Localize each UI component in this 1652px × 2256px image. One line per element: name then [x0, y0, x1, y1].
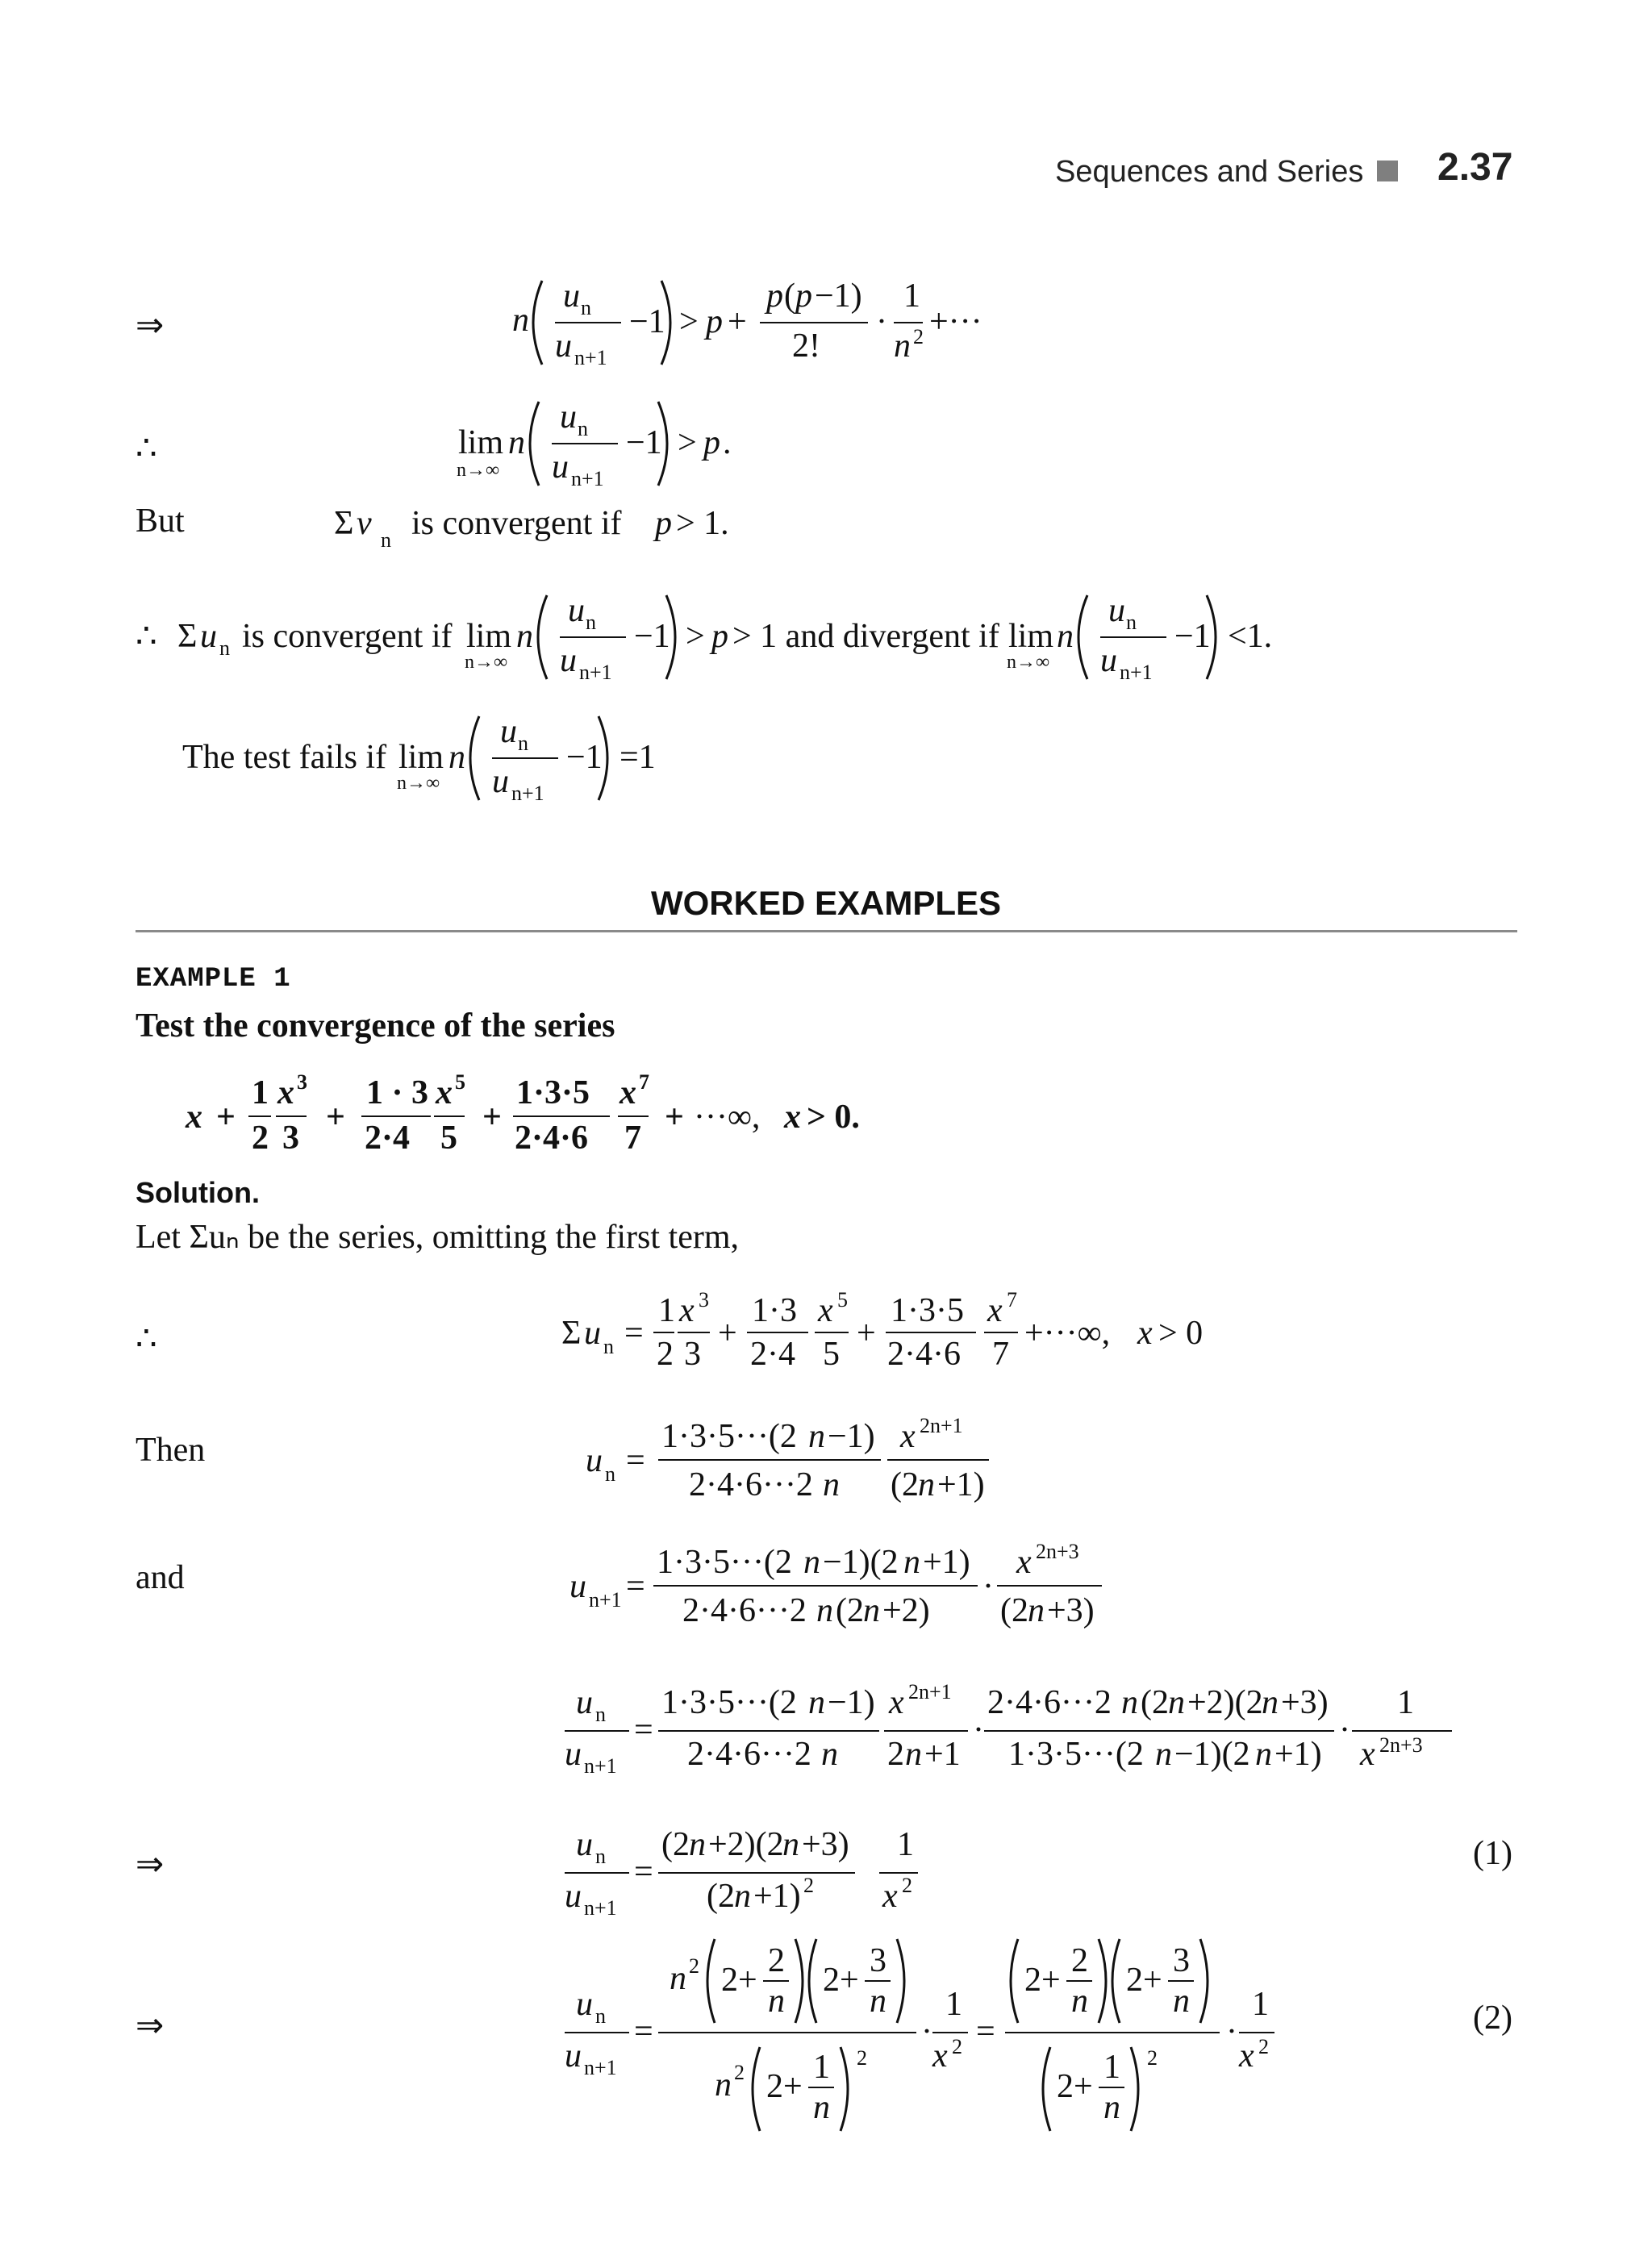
svg-text:5: 5 — [837, 1288, 848, 1311]
svg-text:x: x — [987, 1292, 1003, 1329]
svg-text:n: n — [813, 2089, 830, 2126]
svg-text:2·4·6···2: 2·4·6···2 — [682, 1592, 807, 1629]
equation-number-1: (1) — [1473, 1835, 1512, 1872]
svg-text:1: 1 — [1397, 1684, 1414, 1721]
svg-text:2·4·6···2: 2·4·6···2 — [689, 1466, 813, 1503]
svg-text:u: u — [569, 1568, 586, 1605]
svg-text:u: u — [492, 763, 509, 800]
svg-text:u: u — [200, 618, 217, 655]
svg-text:−1)(2: −1)(2 — [1174, 1736, 1250, 1773]
svg-text:p: p — [703, 424, 720, 461]
svg-text:3: 3 — [1173, 1942, 1190, 1979]
svg-text:n→∞: n→∞ — [397, 773, 440, 794]
svg-text:1·3·5···(2: 1·3·5···(2 — [661, 1684, 797, 1721]
equation-1 — [557, 1815, 976, 1928]
svg-text:−1)(2: −1)(2 — [823, 1544, 899, 1581]
problem-statement: Test the convergence of the series — [136, 1007, 615, 1045]
svg-text:> 1 and divergent if: > 1 and divergent if — [732, 618, 999, 655]
svg-text:−1): −1) — [815, 277, 862, 315]
svg-text:> 0: > 0 — [1158, 1315, 1204, 1352]
svg-text:−1): −1) — [828, 1684, 875, 1721]
svg-text:x: x — [882, 1878, 898, 1915]
svg-text:x: x — [1137, 1315, 1153, 1352]
svg-text:+: + — [718, 1315, 737, 1352]
svg-text:=: = — [626, 1442, 645, 1479]
svg-text:u: u — [584, 1315, 601, 1352]
svg-text:7: 7 — [624, 1120, 641, 1157]
svg-text:1·3·5···(2: 1·3·5···(2 — [1008, 1736, 1144, 1773]
svg-text:(2: (2 — [836, 1592, 864, 1629]
svg-text:1·3·5···(2: 1·3·5···(2 — [661, 1418, 797, 1455]
svg-text:1: 1 — [252, 1074, 269, 1111]
svg-text:·: · — [1226, 2013, 1237, 2050]
svg-text:p: p — [655, 505, 672, 542]
svg-text:2: 2 — [734, 2061, 745, 2084]
svg-text:u: u — [576, 1986, 593, 2023]
svg-text:Σ: Σ — [177, 618, 198, 655]
svg-text:n: n — [381, 528, 391, 552]
svg-text:lim: lim — [458, 424, 504, 461]
svg-text:n: n — [1126, 611, 1137, 634]
svg-text:2: 2 — [689, 1954, 699, 1978]
svg-text:=: = — [634, 1854, 653, 1891]
svg-text:is convergent if: is convergent if — [242, 618, 453, 655]
header-square-icon — [1377, 161, 1398, 181]
svg-text:v: v — [357, 505, 372, 542]
svg-text:+2)(2: +2)(2 — [708, 1826, 784, 1863]
svg-text:2n+3: 2n+3 — [1379, 1733, 1423, 1757]
svg-text:n: n — [518, 732, 528, 755]
svg-text:n: n — [512, 302, 529, 339]
svg-text:n+1: n+1 — [589, 1588, 622, 1612]
svg-text:·: · — [973, 1712, 984, 1749]
svg-text:n: n — [863, 1592, 880, 1629]
svg-text:n: n — [816, 1592, 833, 1629]
therefore-symbol: ∴ — [136, 430, 157, 467]
svg-text:x: x — [932, 2037, 948, 2075]
svg-text:u: u — [565, 1878, 582, 1915]
svg-text:x: x — [679, 1292, 695, 1329]
conclusion-equation — [129, 581, 1291, 694]
equation-line-2 — [452, 387, 791, 500]
svg-text:2: 2 — [803, 1874, 814, 1897]
svg-text:2: 2 — [902, 1874, 912, 1897]
svg-text:n→∞: n→∞ — [457, 460, 500, 481]
page-number: 2.37 — [1437, 146, 1513, 189]
svg-text:n: n — [808, 1684, 825, 1721]
svg-text:2·4·6: 2·4·6 — [887, 1336, 961, 1373]
svg-text:+···: +··· — [929, 303, 982, 340]
test-fails-equation — [177, 702, 694, 815]
worked-examples-heading: WORKED EXAMPLES — [650, 884, 1002, 922]
svg-text:3: 3 — [870, 1942, 886, 1979]
svg-text:+1): +1) — [1274, 1736, 1322, 1773]
svg-text:2: 2 — [913, 325, 924, 348]
svg-text:+3): +3) — [1281, 1684, 1329, 1721]
svg-text:+3): +3) — [1047, 1592, 1095, 1629]
ratio-equation — [557, 1673, 1468, 1786]
svg-text:+1): +1) — [923, 1544, 970, 1581]
svg-text:x: x — [186, 1099, 202, 1136]
svg-text:x: x — [1239, 2037, 1254, 2075]
svg-text:>: > — [678, 424, 697, 461]
svg-text:n+1: n+1 — [1120, 661, 1153, 684]
svg-text:n: n — [808, 1418, 825, 1455]
running-header-title: Sequences and Series — [1055, 155, 1364, 189]
svg-text:n: n — [595, 1845, 606, 1868]
svg-text:1·3·5: 1·3·5 — [516, 1074, 590, 1111]
svg-text:n: n — [918, 1466, 935, 1503]
svg-text:2·4·6···2: 2·4·6···2 — [987, 1684, 1112, 1721]
svg-text:3: 3 — [684, 1336, 701, 1373]
svg-text:=: = — [634, 2013, 653, 2050]
svg-text:n+1: n+1 — [584, 1896, 617, 1920]
equation-number-2: (2) — [1473, 2000, 1512, 2037]
svg-text:n: n — [1071, 1983, 1088, 2020]
svg-text:n: n — [1173, 1983, 1190, 2020]
svg-text:n: n — [903, 1544, 920, 1581]
svg-text:<1.: <1. — [1228, 618, 1273, 655]
svg-text:1·3·5···(2: 1·3·5···(2 — [657, 1544, 792, 1581]
svg-text:n: n — [603, 1335, 614, 1358]
svg-text:5: 5 — [440, 1120, 457, 1157]
svg-text:> 0.: > 0. — [807, 1099, 860, 1136]
svg-text:x: x — [620, 1074, 636, 1111]
svg-text:2n+3: 2n+3 — [1036, 1540, 1079, 1563]
svg-text:(2: (2 — [1141, 1684, 1169, 1721]
svg-text:x: x — [889, 1684, 904, 1721]
svg-text:n: n — [782, 1826, 799, 1863]
svg-text:n: n — [894, 327, 911, 365]
svg-text:p: p — [706, 303, 723, 340]
svg-text:n→∞: n→∞ — [465, 652, 508, 673]
svg-text:>: > — [679, 303, 699, 340]
svg-text:·: · — [921, 2013, 932, 2050]
svg-text:n: n — [1155, 1736, 1172, 1773]
svg-text:2: 2 — [1071, 1942, 1088, 1979]
svg-text:(2: (2 — [891, 1466, 919, 1503]
svg-text:+: + — [326, 1099, 345, 1136]
svg-text:=1: =1 — [620, 739, 656, 776]
svg-text:+: + — [728, 303, 747, 340]
svg-text:∴: ∴ — [136, 618, 157, 655]
svg-text:n: n — [1262, 1684, 1279, 1721]
implies-symbol-3: ⇒ — [136, 2008, 165, 2045]
svg-text:1·3·5: 1·3·5 — [891, 1292, 964, 1329]
svg-text:=: = — [634, 1712, 653, 1749]
svg-text:u: u — [576, 1826, 593, 1863]
svg-text:=: = — [976, 2013, 995, 2050]
svg-text:+2)(2: +2)(2 — [1187, 1684, 1263, 1721]
svg-text:1: 1 — [903, 277, 920, 315]
svg-text:The test fails if: The test fails if — [182, 739, 387, 776]
svg-text:−1: −1 — [626, 424, 662, 461]
svg-text:u: u — [568, 592, 585, 629]
svg-text:2: 2 — [657, 1336, 674, 1373]
svg-text:n: n — [516, 618, 533, 655]
svg-text:(2: (2 — [707, 1878, 735, 1915]
svg-text:1: 1 — [813, 2049, 830, 2086]
svg-text:+: + — [482, 1099, 502, 1136]
svg-text:n+1: n+1 — [584, 2056, 617, 2079]
svg-text:+1): +1) — [753, 1878, 801, 1915]
svg-text:2: 2 — [252, 1120, 269, 1157]
svg-text:2+: 2+ — [1057, 2068, 1093, 2105]
svg-text:n: n — [689, 1826, 706, 1863]
svg-text:−1: −1 — [629, 303, 665, 340]
un1-equation — [565, 1537, 1129, 1642]
svg-text:n+1: n+1 — [571, 467, 604, 490]
svg-text:3: 3 — [297, 1070, 307, 1094]
svg-text:p: p — [795, 277, 812, 315]
svg-text:x: x — [1360, 1736, 1375, 1773]
svg-text:1 · 3: 1 · 3 — [366, 1074, 429, 1111]
svg-text:·: · — [982, 1568, 994, 1605]
svg-text:2+: 2+ — [721, 1962, 757, 1999]
therefore-symbol-2: ∴ — [136, 1320, 157, 1357]
svg-text:7: 7 — [1007, 1288, 1017, 1311]
but-statement — [331, 500, 750, 557]
solution-label: Solution. — [136, 1176, 260, 1209]
svg-text:u: u — [586, 1442, 603, 1479]
svg-text:x: x — [818, 1292, 833, 1329]
svg-text:2+: 2+ — [823, 1962, 859, 1999]
svg-text:2·4: 2·4 — [365, 1120, 411, 1157]
svg-text:.: . — [723, 424, 732, 461]
equation-line-1 — [500, 266, 1000, 379]
svg-text:−1: −1 — [634, 618, 670, 655]
svg-text:+···∞,: +···∞, — [1024, 1315, 1111, 1352]
svg-text:1: 1 — [945, 1986, 962, 2023]
svg-text:−1: −1 — [1174, 618, 1211, 655]
svg-text:(: ( — [784, 277, 795, 315]
svg-text:2: 2 — [768, 1942, 785, 1979]
un-equation — [581, 1412, 1000, 1516]
svg-text:2n+1: 2n+1 — [908, 1680, 952, 1703]
svg-text:p: p — [711, 618, 728, 655]
svg-text:n: n — [1057, 618, 1074, 655]
svg-text:2·4·6: 2·4·6 — [515, 1120, 589, 1157]
svg-text:7: 7 — [992, 1336, 1009, 1373]
svg-text:n: n — [508, 424, 525, 461]
svg-text:3: 3 — [282, 1120, 299, 1157]
svg-text:2+: 2+ — [1024, 1962, 1061, 1999]
svg-text:5: 5 — [823, 1336, 840, 1373]
svg-text:+: + — [216, 1099, 236, 1136]
svg-text:n: n — [605, 1462, 615, 1486]
svg-text:n: n — [581, 296, 591, 319]
svg-text:2n+1: 2n+1 — [920, 1414, 963, 1437]
svg-text:+1: +1 — [924, 1736, 961, 1773]
svg-text:n: n — [870, 1983, 886, 2020]
svg-text:=: = — [624, 1315, 644, 1352]
svg-text:u: u — [560, 642, 577, 679]
svg-text:1: 1 — [1252, 1986, 1269, 2023]
svg-text:n: n — [768, 1983, 785, 2020]
svg-text:is convergent if: is convergent if — [411, 505, 622, 542]
solution-intro: Let Σuₙ be the series, omitting the first term, — [136, 1219, 740, 1256]
svg-text:1: 1 — [897, 1826, 914, 1863]
svg-text:n: n — [448, 739, 465, 776]
svg-text:> 1.: > 1. — [676, 505, 729, 542]
svg-text:lim: lim — [466, 618, 512, 655]
svg-text:−1: −1 — [566, 739, 603, 776]
svg-text:n: n — [905, 1736, 922, 1773]
svg-text:u: u — [560, 398, 577, 436]
svg-text:+3): +3) — [802, 1826, 849, 1863]
svg-text:lim: lim — [1008, 618, 1054, 655]
svg-text:n: n — [595, 1703, 606, 1726]
but-label: But — [136, 502, 185, 540]
svg-text:u: u — [1108, 592, 1125, 629]
svg-text:>: > — [686, 618, 705, 655]
svg-text:u: u — [555, 327, 572, 365]
svg-text:7: 7 — [639, 1070, 649, 1094]
svg-text:n→∞: n→∞ — [1007, 652, 1050, 673]
svg-text:n: n — [578, 417, 588, 440]
then-label: Then — [136, 1432, 206, 1469]
svg-text:n+1: n+1 — [511, 782, 544, 805]
series-un-equation — [557, 1287, 1234, 1384]
svg-text:n: n — [1103, 2089, 1120, 2126]
svg-text:n: n — [1255, 1736, 1272, 1773]
svg-text:=: = — [626, 1568, 645, 1605]
svg-text:n: n — [821, 1736, 838, 1773]
svg-text:u: u — [552, 448, 569, 486]
svg-text:x: x — [900, 1418, 916, 1455]
svg-text:2+: 2+ — [1126, 1962, 1162, 1999]
svg-text:n+1: n+1 — [579, 661, 612, 684]
equation-2 — [557, 1928, 1331, 2137]
svg-text:(2: (2 — [661, 1826, 690, 1863]
implies-symbol-2: ⇒ — [136, 1846, 165, 1883]
svg-text:lim: lim — [398, 739, 444, 776]
svg-text:1: 1 — [1103, 2049, 1120, 2086]
implies-symbol: ⇒ — [136, 307, 165, 344]
svg-text:u: u — [565, 1736, 582, 1773]
svg-text:−1): −1) — [828, 1418, 875, 1455]
svg-text:n: n — [219, 636, 230, 660]
svg-text:+1): +1) — [937, 1466, 985, 1503]
svg-text:u: u — [576, 1684, 593, 1721]
svg-text:n: n — [595, 2004, 606, 2028]
svg-text:n: n — [803, 1544, 820, 1581]
example-label: EXAMPLE 1 — [136, 964, 291, 995]
svg-text:u: u — [563, 277, 580, 315]
svg-text:u: u — [1100, 642, 1117, 679]
svg-text:2: 2 — [1258, 2035, 1269, 2058]
svg-text:n: n — [734, 1878, 751, 1915]
svg-text:+: + — [857, 1315, 876, 1352]
svg-text:n+1: n+1 — [584, 1754, 617, 1778]
svg-text:x: x — [1016, 1544, 1032, 1581]
svg-text:5: 5 — [455, 1070, 465, 1094]
svg-text:Σ: Σ — [561, 1315, 582, 1352]
svg-text:n: n — [1168, 1684, 1185, 1721]
svg-text:x: x — [277, 1074, 294, 1111]
svg-text:2: 2 — [887, 1736, 904, 1773]
svg-text:···∞,: ···∞, — [694, 1099, 761, 1136]
and-label: and — [136, 1559, 185, 1596]
svg-text:x: x — [784, 1099, 801, 1136]
svg-text:n: n — [1028, 1592, 1045, 1629]
svg-text:·: · — [876, 303, 887, 340]
svg-text:2!: 2! — [792, 327, 820, 365]
svg-text:n+1: n+1 — [574, 346, 607, 369]
svg-text:2: 2 — [1147, 2046, 1158, 2070]
svg-text:2: 2 — [857, 2046, 867, 2070]
svg-text:1: 1 — [658, 1292, 675, 1329]
svg-text:Σ: Σ — [334, 505, 354, 542]
svg-text:2+: 2+ — [766, 2068, 803, 2105]
svg-text:u: u — [500, 713, 517, 750]
svg-text:x: x — [436, 1074, 453, 1111]
svg-text:n: n — [715, 2066, 732, 2104]
svg-text:+: + — [665, 1099, 684, 1136]
svg-text:2·4: 2·4 — [750, 1336, 795, 1373]
svg-text:3: 3 — [699, 1288, 709, 1311]
svg-text:u: u — [565, 2037, 582, 2075]
svg-text:2: 2 — [952, 2035, 962, 2058]
svg-text:·: · — [1339, 1712, 1350, 1749]
svg-text:n: n — [1121, 1684, 1138, 1721]
svg-text:n: n — [670, 1960, 686, 1997]
svg-text:p: p — [766, 277, 783, 315]
heading-rule — [136, 930, 1517, 932]
svg-text:2·4·6···2: 2·4·6···2 — [687, 1736, 811, 1773]
svg-text:n: n — [823, 1466, 840, 1503]
svg-text:(2: (2 — [1000, 1592, 1028, 1629]
svg-text:+2): +2) — [882, 1592, 930, 1629]
svg-text:1·3: 1·3 — [752, 1292, 797, 1329]
problem-series — [177, 1065, 903, 1170]
svg-text:n: n — [586, 611, 596, 634]
